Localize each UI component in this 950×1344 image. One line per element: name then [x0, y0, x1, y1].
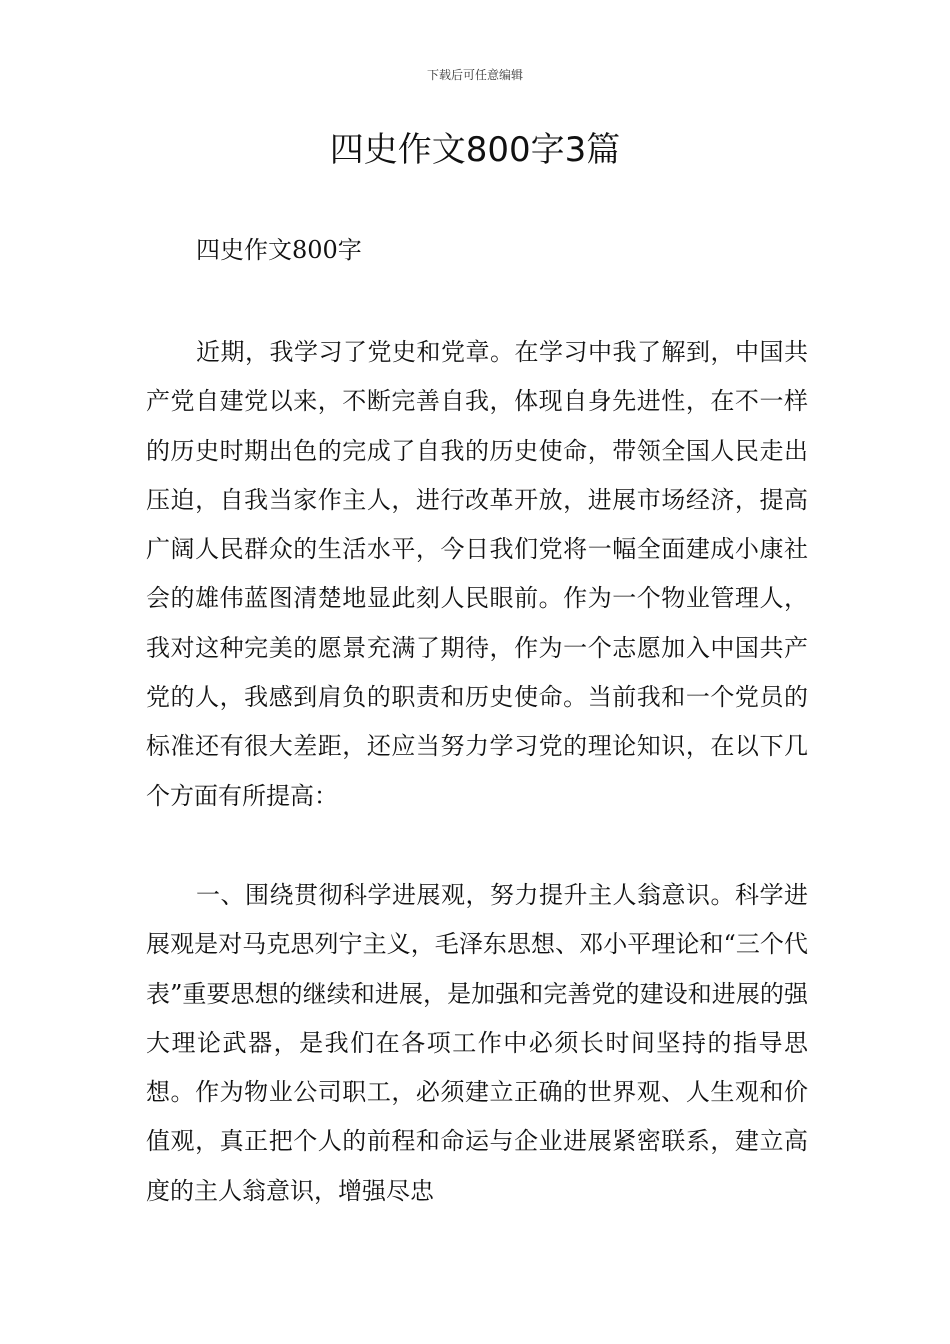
body-paragraph-2: 一、围绕贯彻科学进展观，努力提升主人翁意识。科学进展观是对马克思列宁主义，毛泽东思想、邓小平理论和“三个代表”重要思想的继续和进展，是加强和完善党的建设和进展的强大理论武器，是我们在各项工作中必须长时间坚持的指导思想。作为物业公司职工，必须建立正确的世界观、人生观和价值观，真正把个人的前程和命运与企业进展紧密联系，建立高度的主人翁意识，增强尽忠 — [146, 881, 808, 1205]
document-title: 四史作文800字3篇 — [329, 130, 621, 170]
body-paragraph-1: 近期，我学习了党史和党章。在学习中我了解到，中国共产党自建党以来，不断完善自我，体现自身先进性，在不一样的历史时期出色的完成了自我的历史使命，带领全国人民走出压迫，自我当家作主人，进行改革开放，进展市场经济，提高广阔人民群众的生活水平，今日我们党将一幅全面建成小康社会的雄伟蓝图清楚地显此刻人民眼前。作为一个物业管理人，我对这种完美的愿景充满了期待，作为一个志愿加入中国共产党的人，我感到肩负的职责和历史使命。当前我和一个党员的标准还有很大差距，还应当努力学习党的理论知识，在以下几个方面有所提高： — [146, 338, 808, 810]
header-note: 下载后可任意编辑 — [426, 68, 523, 82]
section-subtitle: 四史作文800字 — [196, 236, 362, 264]
